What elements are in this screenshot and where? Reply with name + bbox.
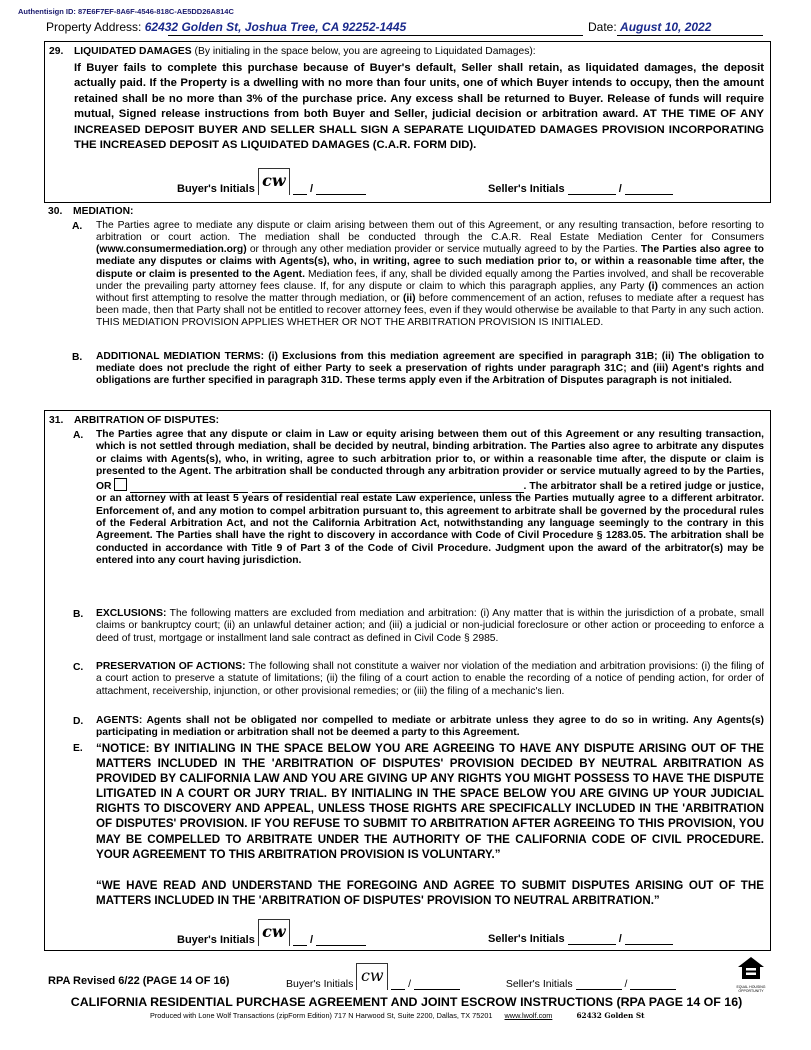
arbitration-buyer-initials-second-field[interactable] xyxy=(316,944,366,946)
section-29-body: If Buyer fails to complete this purchase because of Buyer's default, Seller shall retain, as liquidated damages, the deposit actually paid. If the Property is a dwelling with no more than four units, one of which Buyer intends to occupy, then the amount retained shall be no more than 3% of the purchase price. Any excess shall be returned to Buyer. Release of funds will require mutual, Signed release instructions from both Buyer and Seller, judicial decision or arbitration award. AT THE TIME OF ANY INCREASED DEPOSIT BUYER AND SELLER SHALL SIGN A SEPARATE LIQUIDATED DAMAGES PROVISION INCORPORATING THE INCREASED DEPOSIT AS LIQUIDATED DAMAGES (C.A.R. FORM DID). xyxy=(74,62,764,152)
footer-seller-initials-field[interactable] xyxy=(576,988,622,990)
footer-buyer-initials-second-field[interactable] xyxy=(414,988,460,990)
section-29-number: 29. xyxy=(49,46,64,57)
footer-seller-initials-second-field[interactable] xyxy=(630,988,676,990)
arbitration-notice: “NOTICE: BY INITIALING IN THE SPACE BELOW YOU ARE AGREEING TO HAVE ANY DISPUTE ARISING OUT OF THE MATTERS INCLUDED IN THE 'ARBITRATION OF DISPUTES' PROVISION DECIDED BY NEUTRAL ARBITRATION AS PROVIDED BY CALIFORNIA LAW AND YOU ARE GIVING UP ANY RIGHTS YOU MIGHT POSSESS TO HAVE THE DISPUTE LITIGATED IN A COURT OR JURY TRIAL. BY INITIALING IN THE SPACE BELOW YOU ARE GIVING UP YOUR JUDICIAL RIGHTS TO DISCOVERY AND APPEAL, UNLESS THOSE RIGHTS ARE SPECIFICALLY INCLUDED IN THE 'ARBITRATION OF DISPUTES' PROVISION. IF YOU REFUSE TO SUBMIT TO ARBITRATION AFTER AGREEING TO THIS PROVISION, YOU MAY BE COMPELLED TO ARBITRATE UNDER THE AUTHORITY OF THE CALIFORNIA CODE OF CIVIL PROCEDURE. YOUR AGREEMENT TO THIS ARBITRATION PROVISION IS VOLUNTARY.” xyxy=(96,742,764,861)
section-29-title: LIQUIDATED DAMAGES xyxy=(74,46,192,57)
section-31-seller-initials: Seller's Initials / xyxy=(488,933,673,945)
arbitration-box: 31. ARBITRATION OF DISPUTES: A. The Parties agree that any dispute or claim in Law or equity arising between them out of this Agreement or any resulting transaction, which is not settled through mediation, shall be decided by neutral, binding arbitration. The Parties also agree to arbitrate any disputes or claims with Agents(s), who, in writing, agree to such arbitration prior to, or within a reasonable time after, the dispute or claim is presented to the Agent. The arbitration shall be conducted through any arbitration provider or service mutually agreed to by the Parties, OR . The arbitrator shall be a retired judge or justice, or an attorney with at least 5 years of residential real estate Law experience, unless the Parties mutually agree to a different arbitrator. Enforcement of, and any motion to compel arbitration pursuant to, this agreement to arbitrate shall be governed by the procedural rules of the Federal Arbitration Act, and not the California Arbitration Act, notwithstanding any language seemingly to the contrary in this Agreement. The Parties shall have the right to discovery in accordance with Code of Civil Procedure § 1283.05. The arbitration shall be conducted in accordance with Title 9 of Part 3 of the Code of Civil Procedure. Judgment upon the award of the arbitrator(s) may be entered into any court having jurisdiction. B. EXCLUSIONS: The following matters are excluded from mediation and arbitration: (i) Any matter that is within the jurisdiction of a probate, small claims or bankruptcy court; (ii) an unlawful detainer action; and (iii) a judicial or non-judicial foreclosure or other action or proceeding to enforce a deed of trust, mortgage or installment land sale contract as defined in Civil Code § 2985. C. PRESERVATION OF ACTIONS: The following shall not constitute a waiver nor violation of the mediation and arbitration provisions: (i) the filing of a court action to preserve a statute of limitations; (ii) the filing of a court action to enable the recording of a notice of pending action, for order of attachment, receivership, injunction, or other provisional remedies; or (iii) the filing of a mechanic's lien. D. AGENTS: Agents shall not be obligated nor compelled to mediate or arbitrate unless they agree to do so in writing. Any Agents(s) participating in mediation or arbitration shall not be deemed a party to this Agreement. E. “NOTICE: BY INITIALING IN THE SPACE BELOW YOU ARE AGREEING TO HAVE ANY DISPUTE ARISING OUT OF THE MATTERS INCLUDED IN THE 'ARBITRATION OF DISPUTES' PROVISION DECIDED BY NEUTRAL ARBITRATION AS PROVIDED BY CALIFORNIA LAW AND YOU ARE GIVING UP ANY RIGHTS YOU MIGHT POSSESS TO HAVE THE DISPUTE LITIGATED IN A COURT OR JURY TRIAL. BY INITIALING IN THE SPACE BELOW YOU ARE GIVING UP YOUR JUDICIAL RIGHTS TO DISCOVERY AND APPEAL, UNLESS THOSE RIGHTS ARE SPECIFICALLY INCLUDED IN THE 'ARBITRATION OF DISPUTES' PROVISION. IF YOU REFUSE TO SUBMIT TO ARBITRATION AFTER AGREEING TO THIS PROVISION, YOU MAY BE COMPELLED TO ARBITRATE UNDER THE AUTHORITY OF THE CALIFORNIA CODE OF CIVIL PROCEDURE. YOUR AGREEMENT TO THIS ARBITRATION PROVISION IS VOLUNTARY.” “WE HAVE READ AND UNDERSTAND THE FOREGOING AND AGREE TO SUBMIT DISPUTES ARISING OUT OF THE MATTERS INCLUDED IN THE 'ARBITRATION OF DISPUTES' PROVISION TO NEUTRAL ARBITRATION.” Buyer's Initials cw / Seller's Initials / xyxy=(44,410,771,951)
section-31-d-text: AGENTS: Agents shall not be obligated nor compelled to mediate or arbitrate unless they agree to do so in writing. Any Agents(s) participating in mediation or arbitration shall not be deemed a party to this Agreement. xyxy=(96,715,764,739)
section-29-intro: (By initialing in the space below, you are agreeing to Liquidated Damages): xyxy=(191,46,536,57)
property-address-value: 62432 Golden St, Joshua Tree, CA 92252-1445 xyxy=(144,20,407,34)
produced-by: Produced with Lone Wolf Transactions (zipForm Edition) 717 N Harwood St, Suite 2200, Dallas, TX 75201 www.lwolf.com 62432 Golden St xyxy=(150,1011,645,1020)
section-30-a-text: The Parties agree to mediate any dispute or claim arising between them out of this Agreement, or any resulting transaction, before resorting to arbitration or court action. The mediation shall be conducted through the C.A.R. Real Estate Mediation Center for Consumers (www.consumermediation.org) or through any other mediation provider or service mutually agreed to by the Parties. The Parties also agree to mediate any disputes or claims with Agents(s), who, in writing, agree to such mediation prior to, or within a reasonable time after, the dispute or claim is presented to the Agent. Mediation fees, if any, shall be divided equally among the Parties involved, and shall be recoverable under the prevailing party attorney fees clause. If, for any dispute or claim to which this paragraph applies, any Party (i) commences an action without first attempting to resolve the matter through mediation, or (ii) before commencement of an action, refuses to mediate after a request has been made, then that Party shall not be entitled to recover attorney fees, even if they would otherwise be available to that Party in any such action. THIS MEDIATION PROVISION APPLIES WHETHER OR NOT THE ARBITRATION PROVISION IS INITIALED. xyxy=(96,220,764,329)
section-29-heading xyxy=(74,46,764,58)
equal-housing-label: EQUAL HOUSING OPPORTUNITY xyxy=(736,985,766,993)
authentisign-id: Authentisign ID: 87E6F7EF-8A6F-4546-818C-AE5DD26A814C xyxy=(18,7,234,16)
section-31-c-text: PRESERVATION OF ACTIONS: The following shall not constitute a waiver nor violation of the mediation and arbitration provisions: (i) the filing of a court action to preserve a statute of limitations; (ii) the filing of a court action to enable the recording of a notice of pending action, for order of attachment, receivership, injunction, or other provisional remedies; or (iii) the filing of a mechanic's lien. xyxy=(96,661,764,697)
buyer-initials-label: Buyer's Initials xyxy=(177,183,255,195)
footer-initials: Buyer's Initials cw / Seller's Initials / xyxy=(286,963,676,990)
section-31-b-text: EXCLUSIONS: The following matters are excluded from mediation and arbitration: (i) Any matter that is within the jurisdiction of a probate, small claims or bankruptcy court; (ii) an unlawful detainer action; and (iii) a judicial or non-judicial foreclosure or other action or proceeding to enforce a deed of trust, mortgage or installment land sale contract as defined in Civil Code § 2985. xyxy=(96,608,764,644)
equal-housing-logo xyxy=(733,956,769,993)
section-30-b-letter: B. xyxy=(72,352,83,363)
lwolf-link[interactable]: www.lwolf.com xyxy=(504,1011,553,1020)
arbitration-agreement: “WE HAVE READ AND UNDERSTAND THE FOREGOING AND AGREE TO SUBMIT DISPUTES ARISING OUT OF THE MATTERS INCLUDED IN THE 'ARBITRATION OF DISPUTES' PROVISION TO NEUTRAL ARBITRATION.” xyxy=(96,879,764,908)
section-29-buyer-initials: Buyer's Initials cw / xyxy=(177,168,366,195)
form-title: CALIFORNIA RESIDENTIAL PURCHASE AGREEMENT AND JOINT ESCROW INSTRUCTIONS (RPA PAGE 14 OF 16) xyxy=(70,995,743,1009)
section-30-title: MEDIATION: xyxy=(73,206,134,217)
section-30-a-letter: A. xyxy=(72,221,83,232)
doc-name: 62432 Golden St xyxy=(576,1011,645,1020)
section-30-number: 30. xyxy=(48,206,63,217)
section-30-b-text: ADDITIONAL MEDIATION TERMS: (i) Exclusions from this mediation agreement are specified in paragraph 31B; (ii) The obligation to mediate does not preclude the right of either Party to seek a preservation of rights under paragraph 31C; and (iii) Agent's rights and obligations are further specified in paragraph 31D. These terms apply even if the Arbitration of Disputes paragraph is not initialed. xyxy=(96,351,764,387)
equal-housing-icon xyxy=(737,956,765,980)
date-value: August 10, 2022 xyxy=(620,20,712,34)
form-revision: RPA Revised 6/22 (PAGE 14 OF 16) xyxy=(48,975,230,987)
arbitration-seller-initials-second-field[interactable] xyxy=(625,943,673,945)
footer-buyer-initials-field[interactable]: cw xyxy=(356,963,388,990)
date xyxy=(588,20,711,34)
property-address xyxy=(46,20,406,34)
date-line xyxy=(617,35,763,36)
section-31-a-text: The Parties agree that any dispute or claim in Law or equity arising between them out of this Agreement or any resulting transaction, which is not settled through mediation, shall be decided by neutral, binding arbitration. The Parties also agree to arbitrate any disputes or claims with Agents(s), who, in writing, agree to such arbitration prior to, or within a reasonable time after, the dispute or claim is presented to the Agent. The arbitration shall be conducted through any arbitration provider or service mutually agreed to by the Parties, OR . The arbitrator shall be a retired judge or justice, or an attorney with at least 5 years of residential real estate Law experience, unless the Parties mutually agree to a different arbitrator. Enforcement of, and any motion to compel arbitration pursuant to, this agreement to arbitrate shall be governed by the procedural rules of the Federal Arbitration Act, and not the California Arbitration Act, notwithstanding any language seemingly to the contrary in this Agreement. The Parties shall have the right to discovery in accordance with Code of Civil Procedure § 1283.05. The arbitration shall be conducted in accordance with Title 9 of Part 3 of the Code of Civil Procedure. Judgment upon the award of the arbitrator(s) may be entered into any court having jurisdiction. xyxy=(96,429,764,566)
buyer-initials-second-field[interactable] xyxy=(316,193,366,195)
arbitration-seller-initials-field[interactable] xyxy=(568,943,616,945)
section-31-title: ARBITRATION OF DISPUTES: xyxy=(74,415,220,426)
seller-initials-field[interactable] xyxy=(568,193,616,195)
arbitration-provider-checkbox[interactable] xyxy=(114,478,127,491)
section-31-buyer-initials: Buyer's Initials cw / xyxy=(177,919,366,946)
seller-initials-second-field[interactable] xyxy=(625,193,673,195)
seller-initials-label: Seller's Initials xyxy=(488,183,565,195)
section-31-number: 31. xyxy=(49,415,64,426)
section-29-seller-initials: Seller's Initials / xyxy=(488,183,673,195)
property-address-label: Property Address: xyxy=(46,20,142,34)
property-address-line xyxy=(168,35,583,36)
liquidated-damages-box xyxy=(44,41,771,203)
consumer-mediation-url: (www.consumermediation.org) xyxy=(96,244,247,256)
date-label: Date: xyxy=(588,20,617,34)
arbitration-buyer-initials-field[interactable]: cw xyxy=(258,919,290,946)
buyer-initials-field[interactable]: cw xyxy=(258,168,290,195)
